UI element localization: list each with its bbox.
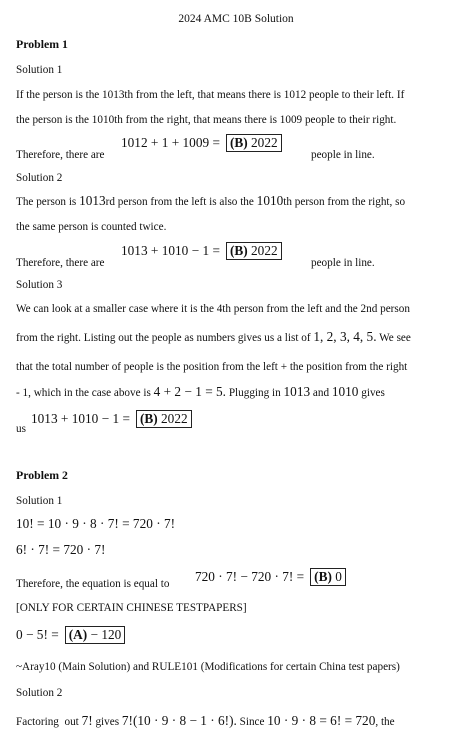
text: and <box>312 387 330 399</box>
p1-s2-tail: people in line. <box>311 257 375 269</box>
p1-solution-1-heading: Solution 1 <box>16 64 63 76</box>
answer-choice-label: (A) <box>68 627 88 642</box>
p1-s1-answer-expression <box>121 134 282 152</box>
p2-s1-alt-answer-box <box>65 626 126 644</box>
p1-solution-2-heading: Solution 2 <box>16 172 63 184</box>
p1-s1-tail: people in line. <box>311 149 375 161</box>
p2-s1-equation-1: 10! = 10 · 9 · 8 · 7! = 720 · 7! <box>16 516 176 531</box>
document-title: 2024 AMC 10B Solution <box>178 13 294 25</box>
p2-solution-2-heading: Solution 2 <box>16 687 63 699</box>
p2-s1-expression: 720 · 7! − 720 · 7! = <box>195 569 305 584</box>
p1-s3-answer-expression <box>31 410 192 428</box>
text: Since <box>239 716 265 728</box>
p1-s2-line-1 <box>16 194 405 209</box>
answer-value: 2022 <box>251 243 278 258</box>
p1-s2-line-2: the same person is counted twice. <box>16 221 167 233</box>
p1-s3-line-1: We can look at a smaller case where it is the 4th person from the left and the 2nd person <box>16 303 410 315</box>
text: Plugging in <box>228 387 281 399</box>
p1-s3-line-5: us <box>16 423 26 435</box>
p1-s1-therefore: Therefore, there are <box>16 149 105 161</box>
math-7-factorial: 7! <box>81 713 93 728</box>
text: gives <box>361 387 385 399</box>
p2-s1-therefore: Therefore, the equation is equal to <box>16 578 170 590</box>
answer-choice-label: (B) <box>314 569 332 584</box>
answer-value: 2022 <box>161 411 188 426</box>
p2-s1-alt-expr: 0 − 5! = <box>16 627 59 642</box>
p2-s1-note: [ONLY FOR CERTAIN CHINESE TESTPAPERS] <box>16 602 247 614</box>
answer-choice-label: (B) <box>229 243 248 258</box>
p2-s1-credit: ~Aray10 (Main Solution) and RULE101 (Modifications for certain China test papers) <box>16 661 400 673</box>
p2-solution-1-heading: Solution 1 <box>16 495 63 507</box>
p1-solution-3-heading: Solution 3 <box>16 279 63 291</box>
p1-s3-line-4 <box>16 385 385 400</box>
p1-s1-expression: 1012 + 1 + 1009 = <box>121 135 220 150</box>
answer-value: 0 <box>335 569 342 584</box>
answer-value: − 120 <box>90 627 122 642</box>
p2-s1-answer-box <box>310 568 346 586</box>
math-example: 4 + 2 − 1 = 5. <box>153 384 227 399</box>
math-list: 1, 2, 3, 4, 5. <box>313 329 377 344</box>
p1-s3-line-2 <box>16 330 411 345</box>
p1-s3-line-3: that the total number of people is the position from the left + the position from the right <box>16 361 408 373</box>
problem-1-heading: Problem 1 <box>16 37 68 51</box>
p1-s1-line-1: If the person is the 1013th from the left, that means there is 1012 people to their left. If <box>16 89 405 101</box>
p1-s3-answer-box <box>136 410 192 428</box>
p1-s1-answer-box <box>226 134 282 152</box>
text: Factoring out <box>16 716 79 728</box>
text: , the <box>375 716 395 728</box>
p2-s2-line-1 <box>16 714 395 729</box>
math-1010: 1010 <box>256 193 284 208</box>
p1-s2-answer-box <box>226 242 282 260</box>
answer-choice-label: (B) <box>139 411 158 426</box>
text: gives <box>95 716 120 728</box>
p2-s1-alt-expression <box>16 626 125 644</box>
math-720: 10 · 9 · 8 = 6! = 720 <box>267 713 376 728</box>
p2-s1-equation-2: 6! · 7! = 720 · 7! <box>16 542 106 557</box>
p1-s2-therefore: Therefore, there are <box>16 257 105 269</box>
math-factored: 7!(10 · 9 · 8 − 1 · 6!). <box>121 713 237 728</box>
text: We see <box>379 332 411 344</box>
text: rd person from the left is also the <box>105 196 254 208</box>
text: - 1, which in the case above is <box>16 387 151 399</box>
text: th person from the right, so <box>283 196 406 208</box>
math-1010: 1010 <box>331 384 359 399</box>
text: from the right. Listing out the people as numbers gives us a list of <box>16 332 311 344</box>
p1-s2-expression: 1013 + 1010 − 1 = <box>121 243 220 258</box>
text: The person is <box>16 196 77 208</box>
p2-s1-answer-expression <box>195 568 346 586</box>
problem-2-heading: Problem 2 <box>16 468 68 482</box>
p1-s1-line-2: the person is the 1010th from the right, that means there is 1009 people to their right. <box>16 114 397 126</box>
answer-value: 2022 <box>251 135 278 150</box>
p1-s3-expression: 1013 + 1010 − 1 = <box>31 411 130 426</box>
p1-s2-answer-expression <box>121 242 282 260</box>
math-1013: 1013 <box>79 193 106 208</box>
answer-choice-label: (B) <box>229 135 248 150</box>
math-1013: 1013 <box>283 384 311 399</box>
